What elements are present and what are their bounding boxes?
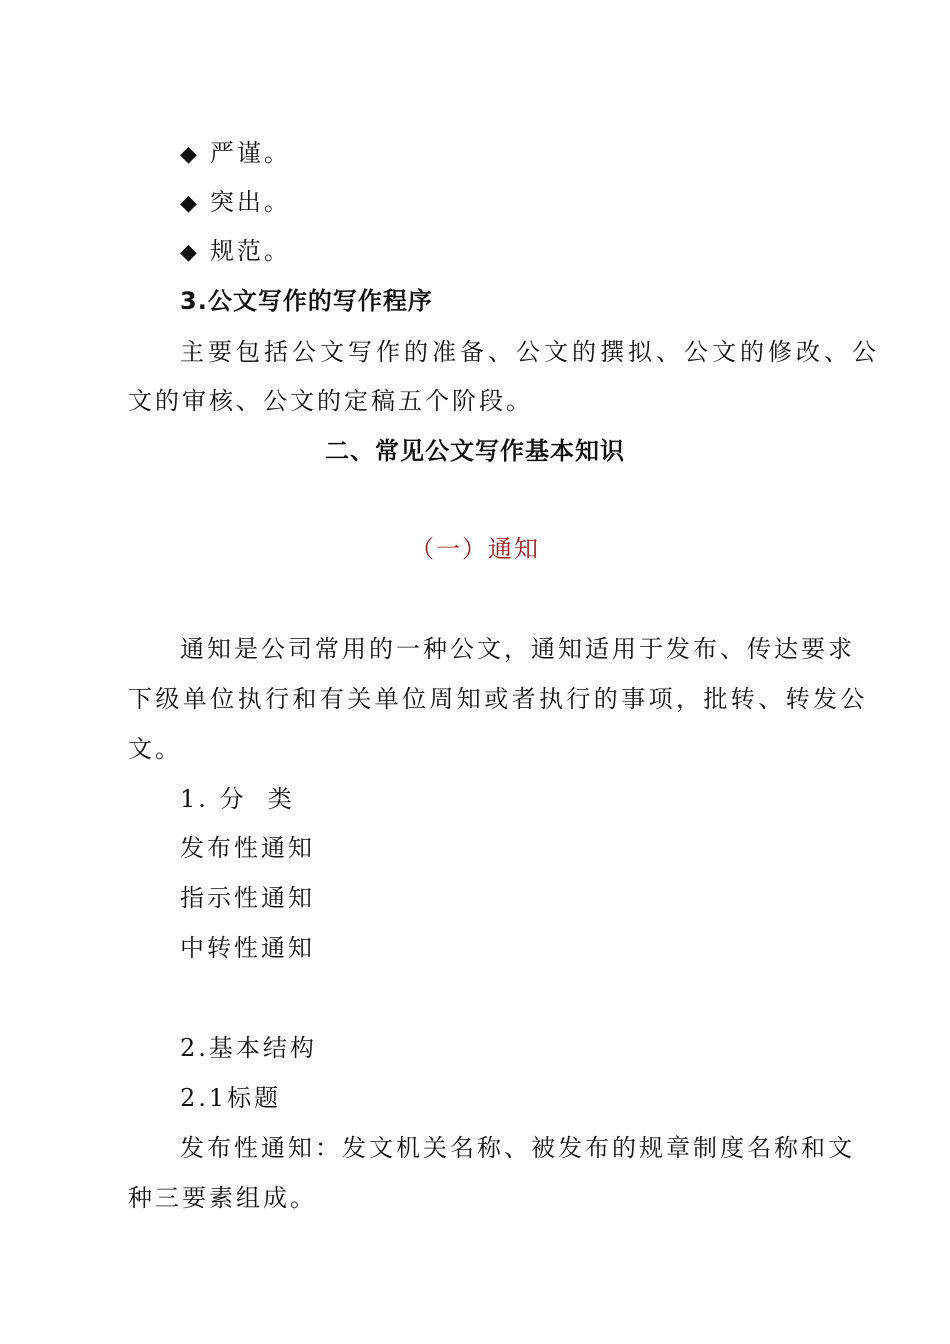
section-title: 二、常见公文写作基本知识 (325, 437, 625, 465)
classification-item: 中转性通知 (180, 934, 315, 962)
notice-paragraph-line: 下级单位执行和有关单位周知或者执行的事项，批转、转发公 (128, 685, 868, 713)
classification-item: 指示性通知 (180, 884, 315, 912)
subsection-title: （一）通知 (410, 535, 540, 563)
structure-paragraph-line: 发布性通知：发文机关名称、被发布的规章制度名称和文 (180, 1134, 855, 1162)
bullet-text: 规范。 (209, 237, 291, 265)
notice-paragraph-line: 文。 (128, 735, 182, 763)
bullet-item (180, 138, 820, 170)
heading-writing-procedure: 3.公文写作的写作程序 (180, 287, 433, 315)
structure-paragraph-line: 种三要素组成。 (128, 1184, 317, 1212)
diamond-bullet-icon: ◆ (180, 142, 200, 167)
bullet-text: 突出。 (209, 188, 291, 216)
bullet-text: 严谨。 (209, 139, 291, 167)
diamond-bullet-icon: ◆ (180, 240, 200, 265)
classification-heading: 1. 分 类 (180, 785, 295, 813)
bullet-item (180, 236, 820, 268)
structure-heading: 2.基本结构 (180, 1034, 317, 1062)
structure-subheading: 2.1标题 (180, 1084, 282, 1112)
bullet-item (180, 187, 820, 219)
procedure-paragraph-line: 主要包括公文写作的准备、公文的撰拟、公文的修改、公 (180, 338, 880, 366)
notice-paragraph-line: 通知是公司常用的一种公文，通知适用于发布、传达要求 (180, 635, 855, 663)
procedure-paragraph-line: 文的审核、公文的定稿五个阶段。 (128, 387, 533, 415)
diamond-bullet-icon: ◆ (180, 191, 200, 216)
classification-item: 发布性通知 (180, 834, 315, 862)
